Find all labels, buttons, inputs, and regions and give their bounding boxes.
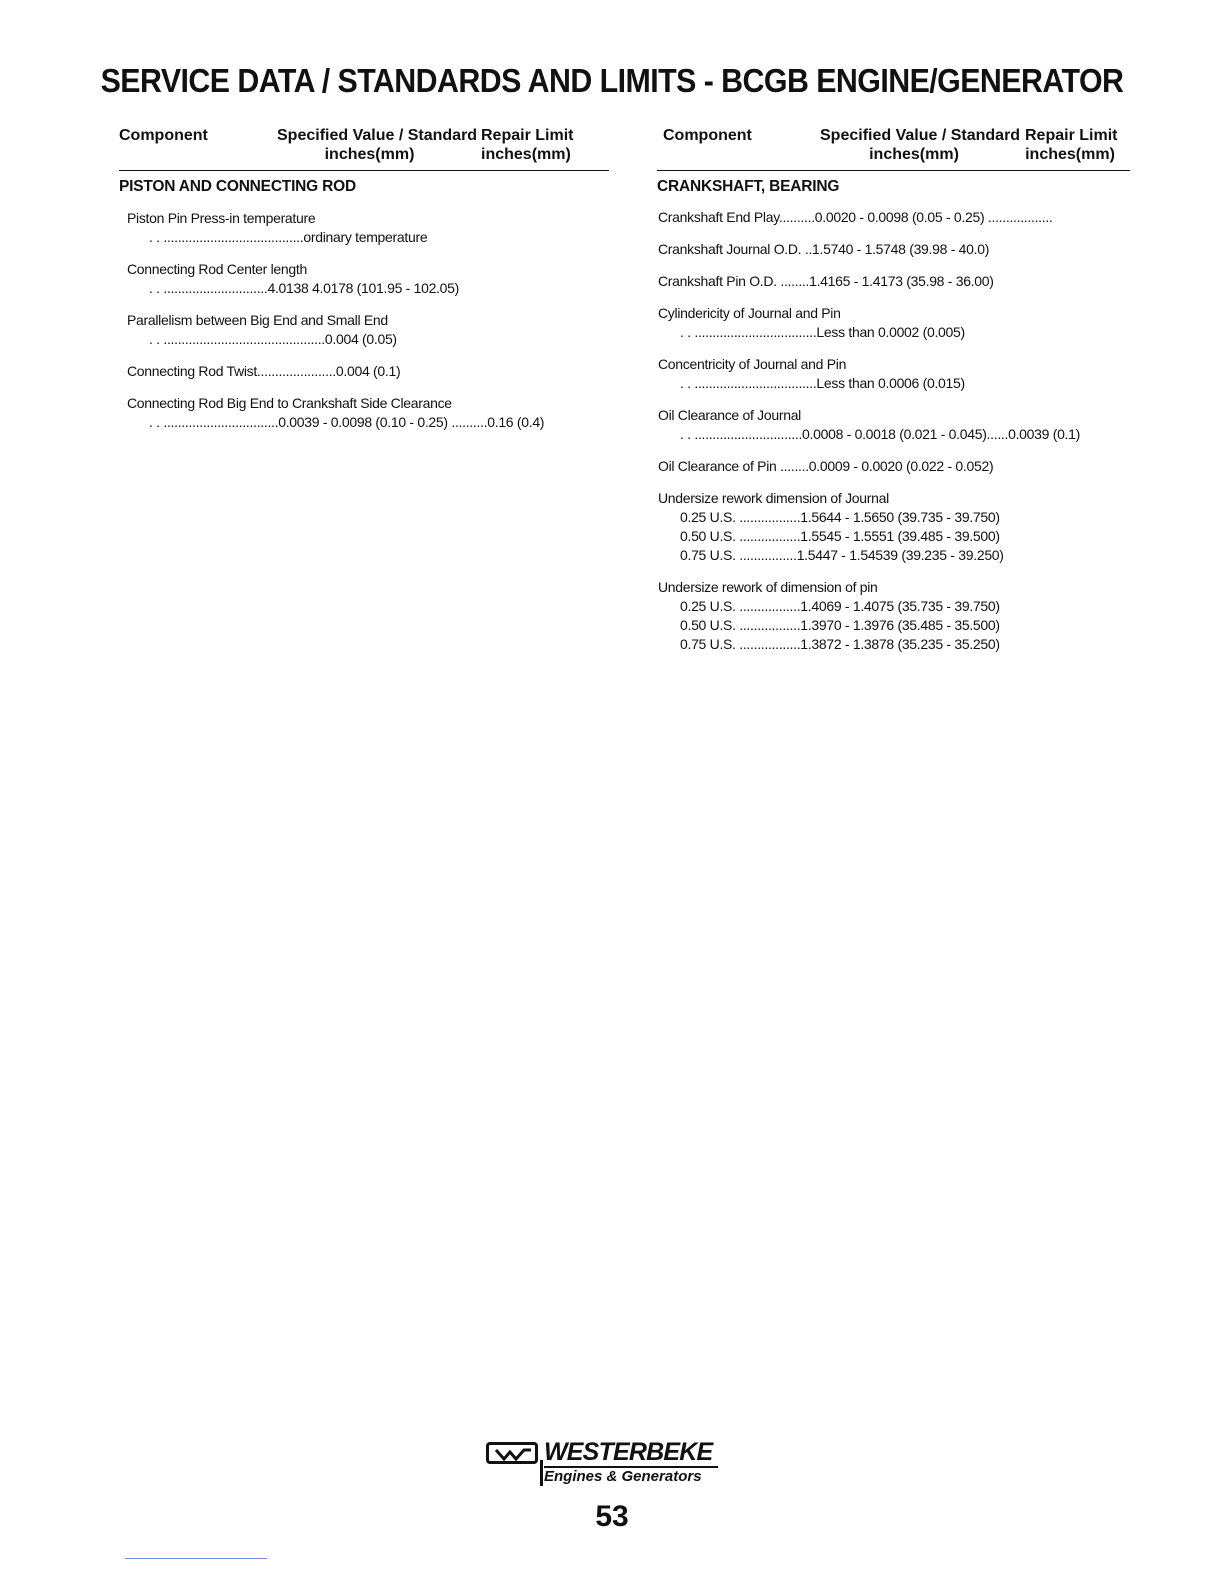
brand-name: WESTERBEKE: [544, 1438, 718, 1468]
spec-item: Connecting Rod Twist......................0.004 (0.1): [127, 363, 401, 379]
logo-divider: [540, 1460, 543, 1486]
spec-item: Oil Clearance of Pin ........0.0009 - 0.0020 (0.022 - 0.052): [658, 458, 994, 474]
spec-item: Cylindericity of Journal and Pin . . ..................................Less than 0.0002 (0.005): [658, 305, 965, 340]
spec-item: Oil Clearance of Journal . . ..............................0.0008 - 0.0018 (0.021 - 0.045)......0.0039 (0.1): [658, 407, 1080, 442]
spec-item: Crankshaft Journal O.D. ..1.5740 - 1.5748 (39.98 - 40.0): [658, 241, 990, 257]
right-table-header: [657, 124, 1130, 171]
brand-tagline: Engines & Generators: [544, 1468, 702, 1485]
section-title: CRANKSHAFT, BEARING: [657, 178, 840, 195]
spec-item: Crankshaft Pin O.D. ........1.4165 - 1.4173 (35.98 - 36.00): [658, 273, 994, 289]
spec-item: Connecting Rod Big End to Crankshaft Side Clearance . . ................................0.0039 - 0.0098 (0.10 - 0.25) ..........0.16 (0.4): [127, 395, 545, 430]
header-specified: Specified Value / Standard inches(mm): [277, 127, 478, 163]
spec-item: Undersize rework dimension of Journal 0.25 U.S. .................1.5644 - 1.5650 (39.735 - 39.750) 0.50 U.S. .................1.5545 - 1.5551 (39.485 - 39.500) 0.75 U.S. ................1.5447 - 1.54539 (39.235 - 39.250): [658, 490, 1004, 563]
section-title: PISTON AND CONNECTING ROD: [119, 178, 356, 195]
spec-item: Concentricity of Journal and Pin . . ..................................Less than 0.0006 (0.015): [658, 356, 965, 391]
spec-item: Crankshaft End Play..........0.0020 - 0.0098 (0.05 - 0.25) ..................: [658, 209, 1053, 225]
page-title: SERVICE DATA / STANDARDS AND LIMITS - BCGB ENGINE/GENERATOR: [100, 62, 1124, 99]
spec-item: Undersize rework of dimension of pin 0.25 U.S. .................1.4069 - 1.4075 (35.735 - 39.750) 0.50 U.S. .................1.3970 - 1.3976 (35.485 - 35.500) 0.75 U.S. .................1.3872 - 1.3878 (35.235 - 35.250): [658, 579, 1000, 652]
header-component: Component: [119, 127, 208, 144]
header-specified: Specified Value / Standard inches(mm): [820, 127, 1021, 163]
right-items: [657, 208, 1130, 654]
left-items: [119, 209, 609, 432]
header-repair: Repair Limit inches(mm): [481, 127, 574, 163]
left-column: [119, 124, 609, 432]
spec-item: Connecting Rod Center length . . .............................4.0138 4.0178 (101.95 - 102.05): [127, 261, 459, 296]
right-column: [657, 124, 1130, 654]
left-table-header: [119, 124, 609, 171]
divider-line: [125, 1558, 267, 1559]
footer-logo: [484, 1438, 754, 1485]
spec-item: Parallelism between Big End and Small End . . .............................................0.004 (0.05): [127, 312, 397, 347]
spec-item: Piston Pin Press-in temperature . . .......................................ordinary temperature: [127, 210, 428, 245]
header-component: Component: [663, 127, 752, 144]
page-number: 53: [595, 1500, 629, 1533]
header-repair: Repair Limit inches(mm): [1025, 127, 1118, 163]
westerbeke-w-logo-icon: [486, 1442, 538, 1464]
